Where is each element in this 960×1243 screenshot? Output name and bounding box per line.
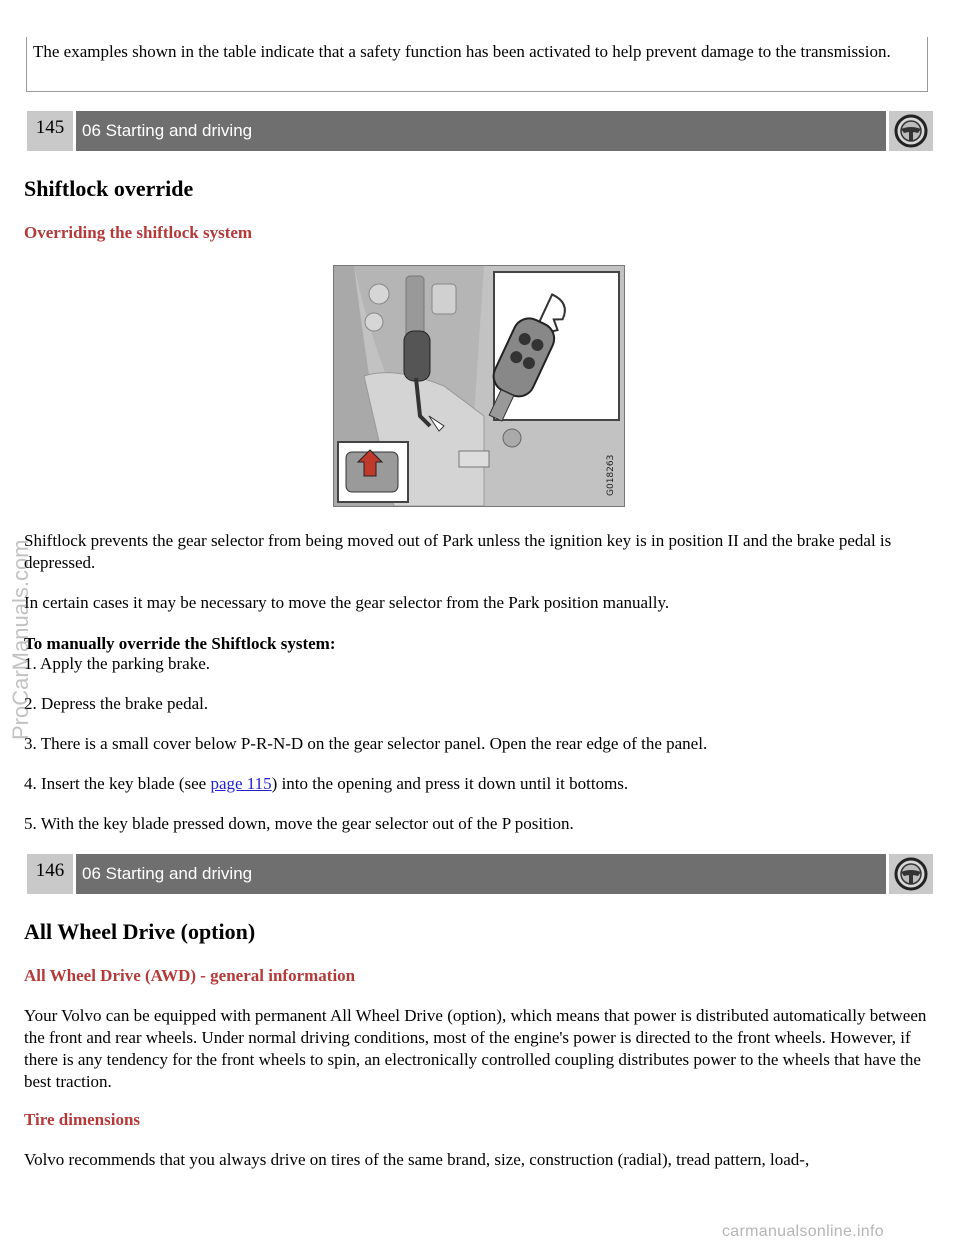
chapter-title-146: 06 Starting and driving	[76, 854, 886, 894]
page-number-145: 145	[27, 111, 73, 151]
step-1: 1. Apply the parking brake.	[24, 654, 211, 673]
subheading-tire-dimensions: Tire dimensions	[24, 1110, 141, 1129]
paragraph-shiftlock-intro: Shiftlock prevents the gear selector from being moved out of Park unless the ignition key is in position II and the brake pedal is depressed.	[24, 531, 892, 572]
steering-wheel-icon	[889, 854, 933, 894]
watermark-procarmanuals: ProCarManuals.com	[8, 539, 33, 740]
page-header-bar-146	[27, 854, 933, 894]
page-number-146: 146	[27, 854, 73, 894]
step-4	[24, 773, 934, 795]
step-2: 2. Depress the brake pedal.	[24, 694, 209, 713]
section-heading-awd: All Wheel Drive (option)	[24, 919, 256, 944]
subheading-overriding-shiftlock: Overriding the shiftlock system	[24, 223, 253, 242]
shiftlock-illustration	[333, 265, 625, 507]
intro-note-text: The examples shown in the table indicate that a safety function has been activated to help prevent damage to the transmission.	[33, 42, 891, 61]
section-heading-shiftlock: Shiftlock override	[24, 176, 194, 201]
watermark-carmanualsonline: carmanualsonline.info	[722, 1223, 884, 1240]
chapter-title-145: 06 Starting and driving	[76, 111, 886, 151]
steering-wheel-icon	[889, 111, 933, 151]
page-header-bar-145	[27, 111, 933, 151]
page-115-link[interactable]: page 115	[210, 774, 272, 793]
paragraph-shiftlock-manual: In certain cases it may be necessary to move the gear selector from the Park position manually.	[24, 593, 670, 612]
step-3: 3. There is a small cover below P-R-N-D on the gear selector panel. Open the rear edge of the panel.	[24, 734, 708, 753]
step-4-text-after: ) into the opening and press it down until it bottoms.	[271, 774, 629, 793]
intro-note-box	[26, 37, 928, 92]
step-5: 5. With the key blade pressed down, move the gear selector out of the P position.	[24, 814, 574, 833]
steps-title: To manually override the Shiftlock system:	[24, 634, 336, 653]
step-4-text-before: 4. Insert the key blade (see	[24, 774, 211, 793]
paragraph-awd: Your Volvo can be equipped with permanent All Wheel Drive (option), which means that power is distributed automatically between the front and rear wheels. Under normal driving conditions, most of the engine's power is directed to the front wheels. However, if there is any tendency for the front wheels to spin, an electronically controlled coupling distributes power to the wheels that have the best traction.	[24, 1006, 927, 1091]
paragraph-tires: Volvo recommends that you always drive on tires of the same brand, size, construction (radial), tread pattern, load-,	[24, 1150, 810, 1169]
subheading-awd-general: All Wheel Drive (AWD) - general information	[24, 966, 356, 985]
figure-code: G018263	[606, 454, 616, 496]
